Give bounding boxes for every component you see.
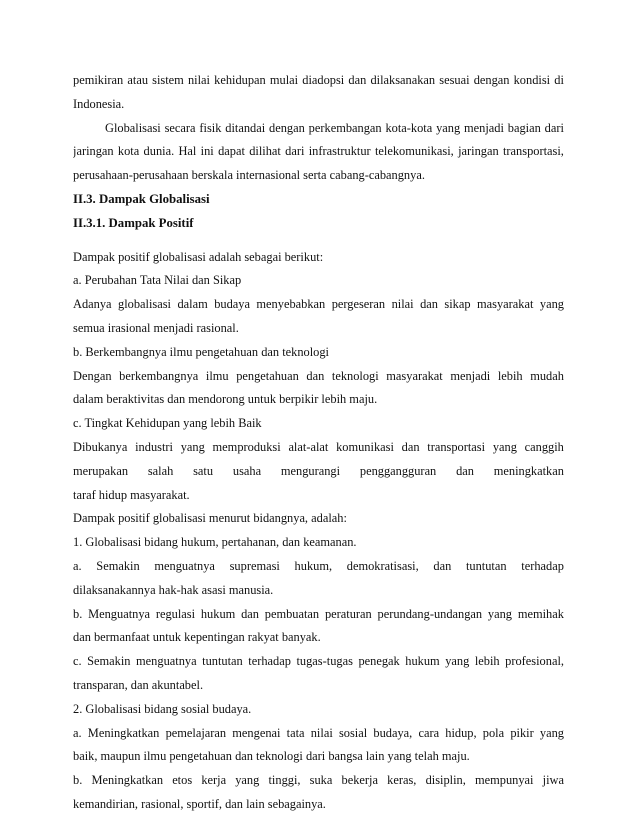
text-line: c. Semakin menguatnya tuntutan terhadap tugas-tugas penegak hukum yang lebih profesional,: [73, 654, 564, 669]
list-item-heading: a. Perubahan Tata Nilai dan Sikap: [73, 273, 242, 288]
text-line: jaringan kota dunia. Hal ini dapat dilihat dari infrastruktur telekomunikasi, jaringan transportasi,: [73, 144, 564, 159]
text-line: b. Menguatnya regulasi hukum dan pembuatan peraturan perundang-undangan yang memihak: [73, 606, 564, 621]
subsection-heading: II.3.1. Dampak Positif: [73, 215, 194, 230]
text-line: b. Meningkatkan etos kerja yang tinggi, suka bekerja keras, disiplin, mempunyai jiwa: [73, 773, 564, 788]
text-line: a. Semakin menguatnya supremasi hukum, demokratisasi, dan tuntutan terhadap: [73, 558, 564, 573]
text-line: pemikiran atau sistem nilai kehidupan mulai diadopsi dan dilaksanakan sesuai dengan kondisi di: [73, 73, 564, 87]
paragraph-first-line: Globalisasi secara fisik ditandai dengan perkembangan kota-kota yang menjadi bagian dari: [105, 120, 564, 135]
text-line: a. Meningkatkan pemelajaran mengenai tata nilai sosial budaya, cara hidup, pola pikir yang: [73, 725, 564, 740]
text-line: taraf hidup masyarakat.: [73, 487, 190, 502]
section-heading: II.3. Dampak Globalisasi: [73, 191, 210, 206]
document-body: [73, 69, 564, 817]
text-line: dan bermanfaat untuk kepentingan rakyat banyak.: [73, 630, 321, 645]
list-item-heading: 2. Globalisasi bidang sosial budaya.: [73, 701, 252, 716]
text-line: transparan, dan akuntabel.: [73, 677, 204, 692]
text-line: dilaksanakannya hak-hak asasi manusia.: [73, 582, 274, 597]
text-line: baik, maupun ilmu pengetahuan dan teknologi dari bangsa lain yang telah maju.: [73, 749, 470, 764]
text-line: Dengan berkembangnya ilmu pengetahuan dan teknologi masyarakat menjadi lebih mudah: [73, 368, 564, 383]
text-line: kemandirian, rasional, sportif, dan lain sebagainya.: [73, 796, 326, 811]
text-line: Dibukanya industri yang memproduksi alat-alat komunikasi dan transportasi yang canggih: [73, 439, 564, 454]
text-line: Adanya globalisasi dalam budaya menyebabkan pergeseran nilai dan sikap masyarakat yang: [73, 297, 564, 312]
list-item-heading: b. Berkembangnya ilmu pengetahuan dan teknologi: [73, 344, 330, 359]
list-item-heading: c. Tingkat Kehidupan yang lebih Baik: [73, 416, 262, 431]
text-line: semua irasional menjadi rasional.: [73, 320, 239, 335]
list-item-heading: 1. Globalisasi bidang hukum, pertahanan, dan keamanan.: [73, 535, 357, 550]
text-line: dalam beraktivitas dan mendorong untuk berpikir lebih maju.: [73, 392, 378, 407]
text-line: Dampak positif globalisasi menurut bidangnya, adalah:: [73, 511, 347, 526]
text-line: merupakan salah satu usaha mengurangi penggangguran dan meningkatkan: [73, 463, 564, 478]
text-line: Indonesia.: [73, 96, 125, 111]
text-line: perusahaan-perusahaan berskala internasional serta cabang-cabangnya.: [73, 168, 425, 183]
text-line: Dampak positif globalisasi adalah sebagai berikut:: [73, 249, 324, 264]
